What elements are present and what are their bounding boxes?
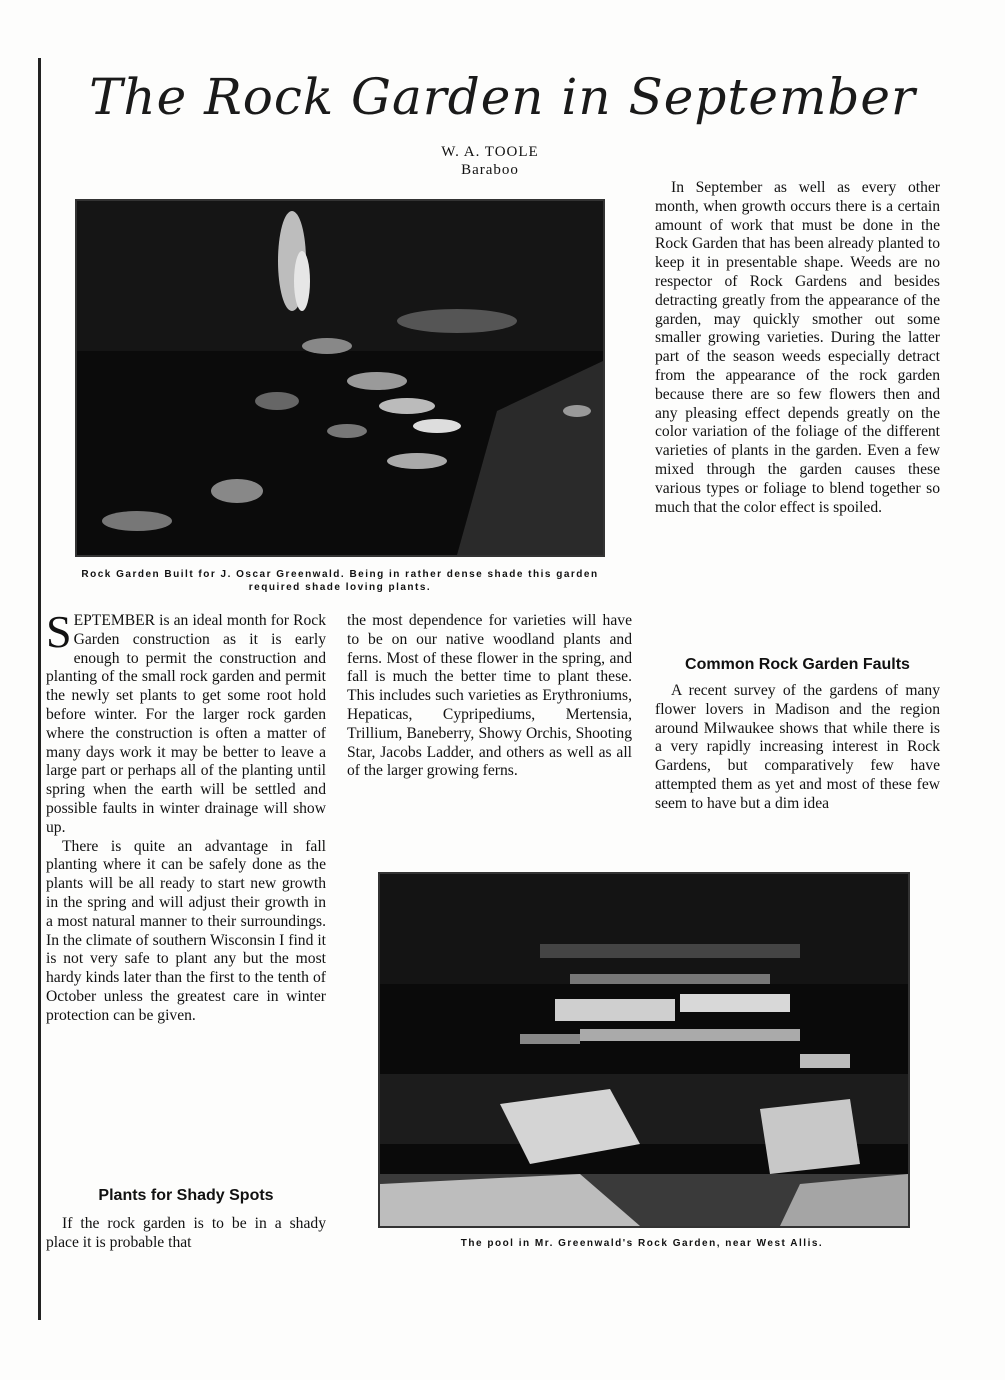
column-3-continued — [655, 682, 940, 814]
top-photo-caption: Rock Garden Built for J. Oscar Greenwald. Being in rather dense shade this garden required shade loving plants. — [81, 569, 599, 593]
column-3 — [655, 179, 940, 517]
paragraph-fall-planting: There is quite an advantage in fall planting where it can be safely done as the plants will be all ready to start new growth in the spring and will adjust their growth in a most natural manner to their surroundings. In the climate of southern Wisconsin I find it is not very safe to plant any but the most hardy kinds later than the first to the tenth of October unless the greatest care in winter protection can be given. — [46, 837, 326, 1024]
author-name: W. A. TOOLE — [441, 144, 539, 160]
paragraph-survey: A recent survey of the gardens of many flower lovers in Madison and the region around Milwaukee shows that while there is a very rapidly increasing interest in Rock Gardens, but comparatively few have attempted them as yet and most of these few seem to have but a dim idea — [655, 682, 940, 812]
subheading-shady-spots: Plants for Shady Spots — [98, 1187, 274, 1204]
column-2 — [347, 612, 632, 781]
article-title: The Rock Garden in September — [89, 68, 916, 126]
byline — [330, 143, 650, 179]
author-location: Baraboo — [461, 162, 519, 178]
bottom-photo-caption: The pool in Mr. Greenwald's Rock Garden, near West Allis. — [460, 1238, 824, 1249]
page-margin-rule — [38, 58, 41, 1320]
paragraph-opening — [46, 606, 326, 838]
rock-garden-photo — [75, 199, 605, 557]
drop-cap: S — [46, 606, 72, 657]
paragraph-maintenance: In September as well as every other month, when growth occurs there is a certain amount of work that must be done in the Rock Garden that has been already planted to keep it in presentable shape. Weeds are no respector of Rock Gardens and besides detracting greatly from the appearance of the garden, may quickly smother out some smaller growing varieties. During the latter part of the season weeds especially detract from the appearance of the rock garden because there are so few flowers then and any pleasing effect depends greatly on the color variation of the foliage of the different varieties of plants in the garden. Even a few mixed through the garden causes these various types or foliage to blend together so much that the color effect is spoiled. — [655, 179, 940, 516]
column-1 — [46, 606, 326, 1026]
subheading-common-faults: Common Rock Garden Faults — [685, 656, 910, 673]
paragraph-text: EPTEMBER is an ideal month for Rock Garden construction as it is early enough to permit the construction and planting of the small rock garden and permit the newly set plants to get some root hold before winter. For the larger rock garden where the construction is often a matter of many days work it may be better to leave a large part or perhaps all of the planting until spring when the earth will be settled and possible faults in winter drainage will show up. — [46, 612, 326, 836]
paragraph-woodland-plants: the most dependence for varieties will have to be on our native woodland plants and ferns. Most of these flower in the spring, and fall is much the better time to plant these. This includes such varieties as Erythroniums, Hepaticas, Cypripediums, Mertensia, Trillium, Baneberry, Showy Orchis, Shooting Star, Jacobs Ladder, and others as well as all of the larger growing ferns. — [347, 612, 632, 780]
paragraph-shady-intro: If the rock garden is to be in a shady place it is probable that — [46, 1215, 326, 1251]
column-1-continued — [46, 1215, 326, 1253]
garden-pool-photo — [378, 872, 910, 1228]
